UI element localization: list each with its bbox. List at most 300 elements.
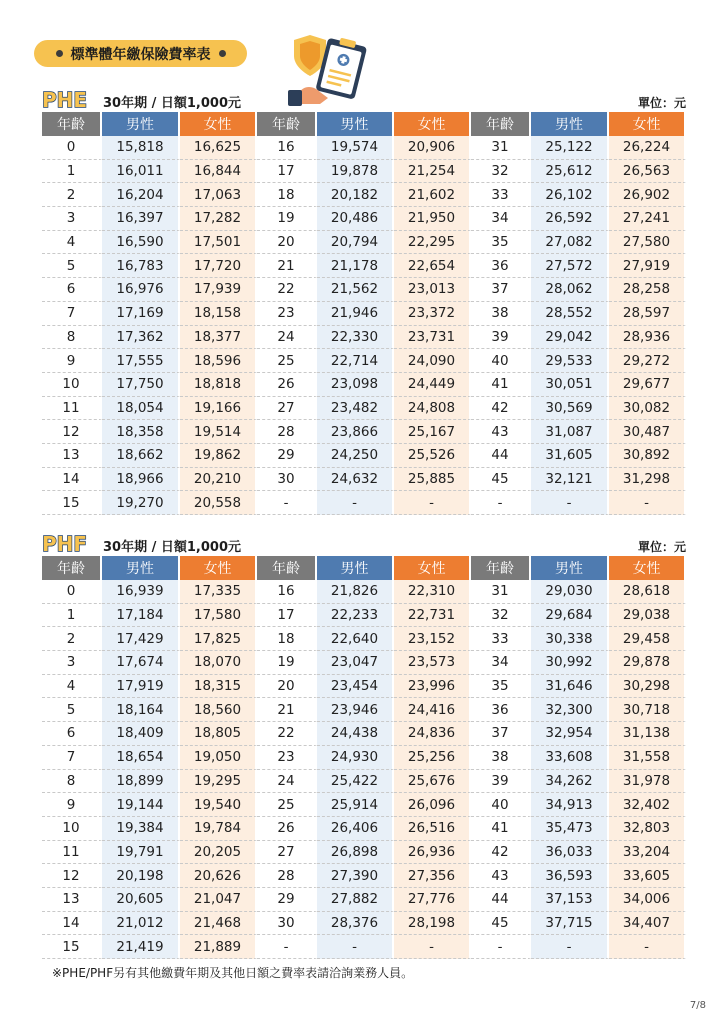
table-cell-age: 12 [42,864,102,888]
column-header-male: 男性 [102,112,180,136]
table-cell-male: 17,169 [102,302,180,326]
table-cell-age: 37 [471,722,531,746]
table-cell-age: 21 [257,698,317,722]
column-header-female: 女性 [394,112,471,136]
table-cell-female: 32,402 [609,793,686,817]
footnote: ※PHE/PHF另有其他繳費年期及其他日額之費率表請洽詢業務人員。 [52,966,414,980]
table-row [42,793,686,817]
table-cell-male: 16,397 [102,207,180,231]
table-cell-age: 26 [257,373,317,397]
table-cell-age: 19 [257,207,317,231]
table-cell-age: 1 [42,604,102,628]
table-cell-female: 17,063 [180,183,257,207]
table-cell-female: 20,210 [180,468,257,492]
table-cell-female: 18,315 [180,675,257,699]
table-cell-female: 21,254 [394,160,471,184]
table-cell-female: 24,808 [394,397,471,421]
table-cell-age: 43 [471,864,531,888]
table-cell-age: 45 [471,468,531,492]
table-cell-female: 34,006 [609,888,686,912]
table-row [42,698,686,722]
table-cell-female: 26,096 [394,793,471,817]
table-cell-age: 18 [257,627,317,651]
table-cell-male: 19,574 [317,136,394,160]
table-cell-male: 27,572 [531,254,609,278]
column-header-age: 年齡 [257,112,317,136]
table-cell-female: 18,158 [180,302,257,326]
table-cell-female: - [394,491,471,515]
table-row [42,254,686,278]
table-cell-male: 24,632 [317,468,394,492]
table-cell-male: 17,750 [102,373,180,397]
table-cell-age: 10 [42,817,102,841]
table-row [42,627,686,651]
table-cell-male: 35,473 [531,817,609,841]
table-cell-male: 21,419 [102,935,180,959]
table-cell-female: 17,335 [180,580,257,604]
table-cell-female: 34,407 [609,912,686,936]
table-cell-female: - [394,935,471,959]
table-cell-age: 12 [42,420,102,444]
table-cell-male: 16,783 [102,254,180,278]
table-cell-female: 26,516 [394,817,471,841]
table-cell-age: 33 [471,627,531,651]
table-cell-male: 18,899 [102,770,180,794]
table-cell-male: 22,640 [317,627,394,651]
table-cell-male: 17,555 [102,349,180,373]
table-cell-male: 34,262 [531,770,609,794]
table-cell-female: 29,272 [609,349,686,373]
table-row [42,136,686,160]
table-cell-female: 27,776 [394,888,471,912]
table-cell-age: 41 [471,817,531,841]
table-cell-male: 15,818 [102,136,180,160]
column-header-male: 男性 [531,112,609,136]
table-cell-age: 44 [471,888,531,912]
table-cell-male: 29,684 [531,604,609,628]
table-cell-female: 28,618 [609,580,686,604]
table-cell-age: 25 [257,793,317,817]
table-cell-female: 30,487 [609,420,686,444]
table-cell-female: 20,626 [180,864,257,888]
table-cell-female: 21,602 [394,183,471,207]
table-cell-male: 21,946 [317,302,394,326]
table-cell-male: 16,590 [102,231,180,255]
table-cell-female: 19,514 [180,420,257,444]
table-cell-female: 24,449 [394,373,471,397]
table-cell-male: 26,102 [531,183,609,207]
table-cell-age: 6 [42,722,102,746]
table-cell-age: 10 [42,373,102,397]
table-cell-age: 11 [42,841,102,865]
page-number: 7/8 [689,1000,706,1011]
column-header-female: 女性 [609,556,686,580]
table-cell-male: 29,533 [531,349,609,373]
table-cell-age: 4 [42,231,102,255]
table-cell-female: 23,013 [394,278,471,302]
table-cell-age: 37 [471,278,531,302]
table-cell-male: 30,569 [531,397,609,421]
table-cell-male: 23,946 [317,698,394,722]
table-row [42,935,686,959]
table-cell-female: 17,282 [180,207,257,231]
table-row [42,888,686,912]
table-cell-age: 29 [257,888,317,912]
table-cell-age: 19 [257,651,317,675]
table-cell-male: 22,714 [317,349,394,373]
table-cell-female: 23,996 [394,675,471,699]
table-cell-male: 25,422 [317,770,394,794]
table-row [42,912,686,936]
table-cell-female: 19,540 [180,793,257,817]
table-cell-male: 18,654 [102,746,180,770]
table-row [42,770,686,794]
table-cell-female: 20,205 [180,841,257,865]
table-cell-male: 28,062 [531,278,609,302]
column-header-male: 男性 [317,112,394,136]
table-cell-female: 27,580 [609,231,686,255]
table-row [42,468,686,492]
table-cell-age: 13 [42,444,102,468]
table-cell-male: 22,233 [317,604,394,628]
table-cell-female: 18,560 [180,698,257,722]
table-cell-female: 31,558 [609,746,686,770]
table-cell-female: 22,310 [394,580,471,604]
table-cell-age: 22 [257,278,317,302]
table-cell-age: 32 [471,160,531,184]
table-cell-female: 23,372 [394,302,471,326]
table-cell-male: 21,826 [317,580,394,604]
table-cell-female: 19,784 [180,817,257,841]
table-cell-female: 19,050 [180,746,257,770]
table-cell-female: 26,936 [394,841,471,865]
table-cell-female: 28,597 [609,302,686,326]
table-row [42,373,686,397]
table-cell-female: 31,298 [609,468,686,492]
table-cell-male: 25,122 [531,136,609,160]
table-cell-female: 16,625 [180,136,257,160]
table-cell-female: 18,070 [180,651,257,675]
table-cell-age: 7 [42,746,102,770]
table-cell-female: 25,526 [394,444,471,468]
table-cell-male: - [531,491,609,515]
table-cell-male: 25,914 [317,793,394,817]
table-cell-age: 26 [257,817,317,841]
table-cell-age: 36 [471,698,531,722]
table-cell-male: 27,082 [531,231,609,255]
table-cell-male: 31,605 [531,444,609,468]
table-cell-female: 26,563 [609,160,686,184]
table-cell-female: 30,718 [609,698,686,722]
column-header-age: 年齡 [471,112,531,136]
table-cell-female: 21,468 [180,912,257,936]
table-cell-age: 2 [42,183,102,207]
table-cell-age: 17 [257,160,317,184]
table-cell-male: 22,330 [317,326,394,350]
section-header-phf [42,534,686,556]
table-cell-male: 26,592 [531,207,609,231]
plan-subtitle: 30年期 / 日額1,000元 [103,540,242,555]
table-cell-male: 20,486 [317,207,394,231]
table-cell-age: 0 [42,580,102,604]
table-cell-female: 26,224 [609,136,686,160]
column-header-male: 男性 [102,556,180,580]
table-cell-female: 27,356 [394,864,471,888]
table-cell-male: - [317,491,394,515]
bullet-dot-icon [219,50,226,57]
plan-subtitle: 30年期 / 日額1,000元 [103,96,242,111]
table-cell-age: 35 [471,675,531,699]
table-cell-age: 13 [42,888,102,912]
table-cell-female: 18,377 [180,326,257,350]
table-row [42,231,686,255]
table-cell-male: 16,976 [102,278,180,302]
table-cell-age: 5 [42,254,102,278]
table-cell-male: 28,376 [317,912,394,936]
table-cell-male: 18,966 [102,468,180,492]
column-header-male: 男性 [531,556,609,580]
table-row [42,420,686,444]
table-cell-male: 36,593 [531,864,609,888]
table-cell-male: 32,300 [531,698,609,722]
table-cell-female: 18,818 [180,373,257,397]
table-cell-age: 16 [257,136,317,160]
table-cell-male: 23,454 [317,675,394,699]
table-cell-female: 22,731 [394,604,471,628]
table-cell-age: 4 [42,675,102,699]
table-cell-age: 9 [42,793,102,817]
table-cell-age: 31 [471,136,531,160]
table-cell-female: - [609,935,686,959]
table-cell-male: 27,882 [317,888,394,912]
table-cell-age: 23 [257,302,317,326]
table-cell-female: 22,654 [394,254,471,278]
table-cell-female: 18,596 [180,349,257,373]
table-cell-male: 26,406 [317,817,394,841]
plan-logo: PHF [42,532,88,556]
table-cell-male: 19,878 [317,160,394,184]
table-cell-female: 26,902 [609,183,686,207]
table-cell-age: 0 [42,136,102,160]
rate-table-phf [42,556,686,959]
table-cell-age: 39 [471,770,531,794]
table-cell-male: 25,612 [531,160,609,184]
table-cell-female: 21,047 [180,888,257,912]
table-cell-male: 17,362 [102,326,180,350]
column-header-age: 年齡 [42,556,102,580]
table-row [42,580,686,604]
page-title-badge [34,40,247,67]
table-cell-female: 29,038 [609,604,686,628]
table-row [42,675,686,699]
column-header-female: 女性 [180,112,257,136]
table-cell-male: 24,250 [317,444,394,468]
plan-logo: PHE [42,88,88,112]
table-cell-female: 21,950 [394,207,471,231]
table-cell-male: 17,184 [102,604,180,628]
table-cell-female: 17,720 [180,254,257,278]
table-cell-female: 33,605 [609,864,686,888]
table-cell-female: 24,836 [394,722,471,746]
table-cell-age: 16 [257,580,317,604]
column-header-age: 年齡 [42,112,102,136]
table-cell-female: 30,892 [609,444,686,468]
table-row [42,604,686,628]
table-row [42,326,686,350]
table-cell-age: 43 [471,420,531,444]
table-row [42,841,686,865]
table-cell-female: 29,878 [609,651,686,675]
table-cell-age: 28 [257,864,317,888]
table-cell-female: 23,573 [394,651,471,675]
table-cell-age: 45 [471,912,531,936]
table-cell-female: 16,844 [180,160,257,184]
table-row [42,397,686,421]
table-cell-female: 30,082 [609,397,686,421]
table-row [42,864,686,888]
table-cell-age: 22 [257,722,317,746]
table-cell-female: 25,167 [394,420,471,444]
table-cell-male: 30,051 [531,373,609,397]
table-cell-female: 25,256 [394,746,471,770]
table-cell-male: 18,164 [102,698,180,722]
table-cell-age: 36 [471,254,531,278]
table-cell-female: 19,862 [180,444,257,468]
table-cell-male: 18,358 [102,420,180,444]
table-cell-male: 26,898 [317,841,394,865]
table-cell-female: 27,919 [609,254,686,278]
table-cell-age: 24 [257,770,317,794]
table-cell-male: 16,011 [102,160,180,184]
table-cell-male: 23,098 [317,373,394,397]
table-cell-age: 34 [471,651,531,675]
unit-label: 單位：元 [637,96,686,110]
table-cell-male: - [531,935,609,959]
table-row [42,444,686,468]
table-header-row [42,112,686,136]
table-cell-female: 33,204 [609,841,686,865]
table-row [42,491,686,515]
page-title: 標準體年繳保險費率表 [70,46,211,63]
table-row [42,349,686,373]
table-cell-female: 29,677 [609,373,686,397]
table-cell-age: 25 [257,349,317,373]
rate-table-phe [42,112,686,515]
table-row [42,207,686,231]
table-cell-female: 27,241 [609,207,686,231]
table-cell-age: 30 [257,912,317,936]
table-row [42,302,686,326]
table-cell-female: 17,580 [180,604,257,628]
table-cell-female: 29,458 [609,627,686,651]
unit-label: 單位：元 [637,540,686,554]
table-cell-age: 27 [257,841,317,865]
table-cell-age: 3 [42,207,102,231]
table-cell-age: 3 [42,651,102,675]
table-cell-male: 24,930 [317,746,394,770]
table-cell-male: 23,047 [317,651,394,675]
table-cell-male: 20,605 [102,888,180,912]
table-cell-female: 31,978 [609,770,686,794]
table-cell-female: 28,198 [394,912,471,936]
table-cell-male: 21,012 [102,912,180,936]
table-row [42,817,686,841]
table-cell-male: 32,954 [531,722,609,746]
table-cell-female: 23,731 [394,326,471,350]
table-cell-age: 40 [471,793,531,817]
table-cell-male: 18,409 [102,722,180,746]
table-cell-female: 28,936 [609,326,686,350]
table-cell-age: 6 [42,278,102,302]
table-cell-male: 36,033 [531,841,609,865]
table-cell-male: 37,153 [531,888,609,912]
table-cell-male: - [317,935,394,959]
table-cell-age: 15 [42,935,102,959]
section-header-phe [42,90,686,112]
bullet-dot-icon [56,50,63,57]
table-cell-age: 27 [257,397,317,421]
table-cell-female: 17,501 [180,231,257,255]
table-cell-age: 39 [471,326,531,350]
column-header-age: 年齡 [257,556,317,580]
table-cell-male: 32,121 [531,468,609,492]
table-cell-age: 28 [257,420,317,444]
table-cell-male: 31,087 [531,420,609,444]
table-cell-male: 20,182 [317,183,394,207]
table-cell-female: 19,166 [180,397,257,421]
table-cell-age: 1 [42,160,102,184]
table-cell-female: 25,885 [394,468,471,492]
table-cell-age: 8 [42,326,102,350]
table-cell-male: 19,791 [102,841,180,865]
table-cell-age: - [471,935,531,959]
table-cell-female: 30,298 [609,675,686,699]
table-cell-age: 14 [42,912,102,936]
table-cell-male: 28,552 [531,302,609,326]
table-cell-male: 29,030 [531,580,609,604]
table-cell-male: 34,913 [531,793,609,817]
table-cell-age: 7 [42,302,102,326]
table-cell-age: 15 [42,491,102,515]
column-header-male: 男性 [317,556,394,580]
column-header-female: 女性 [180,556,257,580]
column-header-female: 女性 [609,112,686,136]
table-row [42,160,686,184]
table-cell-age: 38 [471,302,531,326]
table-cell-female: - [609,491,686,515]
table-cell-female: 28,258 [609,278,686,302]
table-cell-male: 23,866 [317,420,394,444]
table-cell-female: 21,889 [180,935,257,959]
table-cell-age: 41 [471,373,531,397]
table-cell-age: 17 [257,604,317,628]
table-cell-male: 19,270 [102,491,180,515]
table-cell-age: 23 [257,746,317,770]
table-cell-age: 8 [42,770,102,794]
table-cell-age: 31 [471,580,531,604]
table-row [42,722,686,746]
table-cell-female: 32,803 [609,817,686,841]
table-cell-age: 40 [471,349,531,373]
table-cell-age: 34 [471,207,531,231]
table-cell-female: 24,416 [394,698,471,722]
table-cell-female: 17,939 [180,278,257,302]
table-cell-age: 20 [257,231,317,255]
table-cell-age: 44 [471,444,531,468]
table-cell-male: 30,992 [531,651,609,675]
table-cell-male: 16,939 [102,580,180,604]
table-row [42,651,686,675]
